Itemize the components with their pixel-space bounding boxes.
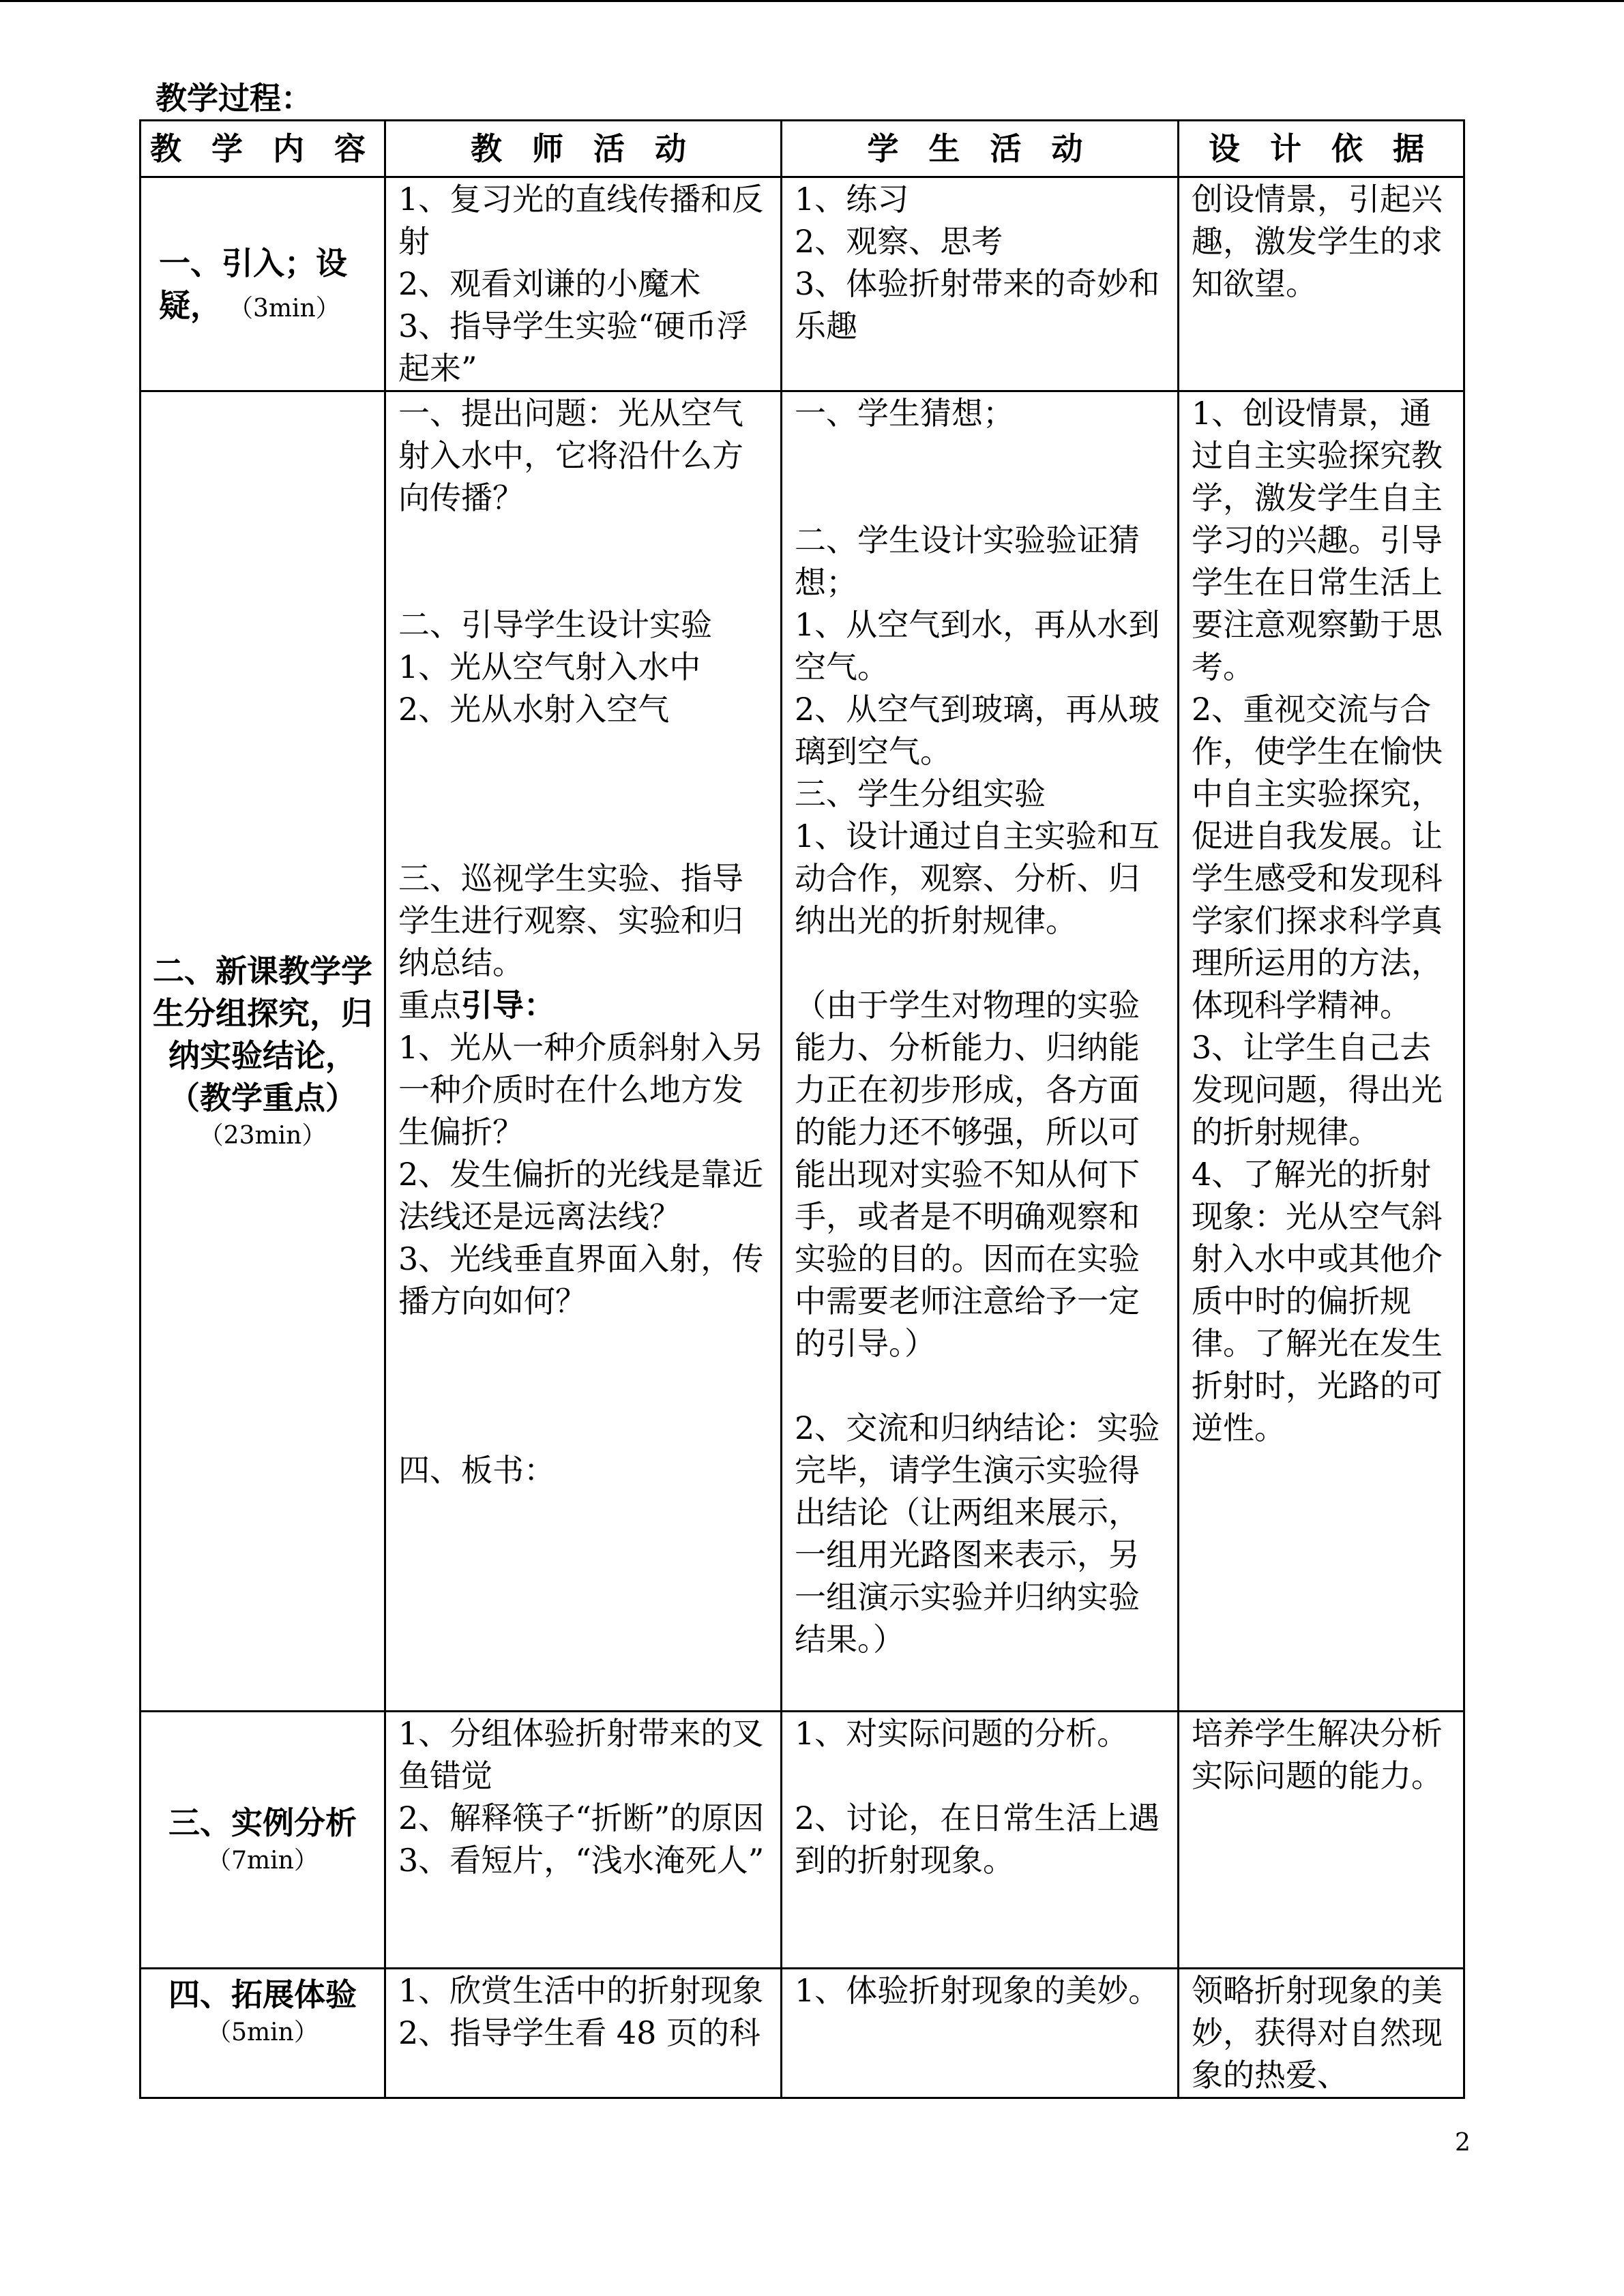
- spacer: [795, 1755, 1165, 1797]
- col-header-design: 设 计 依 据: [1179, 121, 1464, 177]
- student-activity-line: （由于学生对物理的实验能力、分析能力、归纳能力正在初步形成，各方面的能力还不够强，所以可能出现对实验不知从何下手，或者是不明确观察和实验的目的。因而在实验中需要老师注意给予一定的引导。）: [795, 987, 1140, 1362]
- teacher-activity-line: 3、光线垂直界面入射，传播方向如何？: [398, 1240, 764, 1320]
- section-time: （7min）: [207, 1847, 319, 1875]
- teacher-activity-line: 3、看短片，“浅水淹死人”: [398, 1842, 765, 1879]
- section-title: 二、新课教学学生分组探究，归纳实验结论，（教学重点）: [153, 952, 372, 1116]
- student-activity-line: 1、从空气到水，再从水到空气。: [795, 606, 1160, 685]
- teacher-activity-line: 3、指导学生实验“硬币浮起来”: [398, 308, 748, 387]
- section-title: 一、引入；设疑，: [159, 244, 347, 324]
- table-row: [141, 391, 1464, 1712]
- section-title: 三、实例分析: [168, 1804, 357, 1841]
- lesson-process-table: [139, 119, 1465, 2099]
- design-basis-text: 创设情景，引起兴趣，激发学生的求知欲望。: [1192, 181, 1443, 302]
- student-activity-line: 2、从空气到玻璃，再从玻璃到空气。: [795, 691, 1160, 770]
- design-basis-text: 领略折射现象的美妙，获得对自然现象的热爱、: [1192, 1972, 1443, 2093]
- student-activity-line: 三、学生分组实验: [795, 775, 1046, 812]
- student-activity-cell: [782, 391, 1179, 1712]
- spacer: [795, 434, 1165, 519]
- col-header-student: 学 生 活 动: [782, 121, 1179, 177]
- col-header-content: 教 学 内 容: [141, 121, 385, 177]
- design-basis-text: 1、创设情景，通过自主实验探究教学，激发学生自主学习的兴趣。引导学生在日常生活上要注意观察勤于思考。: [1192, 395, 1443, 685]
- spacer: [398, 1322, 768, 1449]
- student-activity-line: 1、设计通过自主实验和互动合作，观察、分析、归纳出光的折射规律。: [795, 818, 1160, 939]
- key-guidance-label: 引导：: [461, 987, 555, 1024]
- student-activity-cell: [782, 1969, 1179, 2098]
- section-cell: [141, 391, 385, 1712]
- teacher-activity-cell: [385, 1712, 782, 1969]
- student-activity-line: 1、体验折射现象的美妙。: [795, 1972, 1160, 2009]
- teacher-activity-cell: [385, 1969, 782, 2098]
- spacer: [398, 730, 768, 857]
- teacher-activity-line: 2、解释筷子“折断”的原因: [398, 1800, 765, 1836]
- student-activity-line: 1、练习: [795, 181, 909, 218]
- section-cell: [141, 1712, 385, 1969]
- teacher-activity-line: 2、发生偏折的光线是靠近法线还是远离法线？: [398, 1156, 764, 1235]
- table-header-row: [141, 121, 1464, 177]
- teacher-activity-line: 一、提出问题：光从空气射入水中，它将沿什么方向传播？: [398, 395, 743, 516]
- key-guidance-prefix: 重点: [398, 987, 461, 1024]
- student-activity-cell: [782, 177, 1179, 391]
- design-basis-cell: [1179, 1969, 1464, 2098]
- student-activity-line: 2、交流和归纳结论：实验完毕，请学生演示实验得出结论（让两组来展示，一组用光路图来表示，另一组演示实验并归纳实验结果。）: [795, 1410, 1160, 1658]
- table-row: [141, 1712, 1464, 1969]
- teacher-activity-cell: [385, 391, 782, 1712]
- design-basis-text: 4、了解光的折射现象：光从空气斜射入水中或其他介质中时的偏折规律。了解光在发生折射时，光路的可逆性。: [1192, 1156, 1443, 1446]
- design-basis-text: 培养学生解决分析实际问题的能力。: [1192, 1715, 1443, 1794]
- teacher-activity-line: 三、巡视学生实验、指导学生进行观察、实验和归纳总结。: [398, 860, 743, 981]
- student-activity-line: 2、观察、思考: [795, 223, 1003, 260]
- design-basis-cell: [1179, 177, 1464, 391]
- student-activity-cell: [782, 1712, 1179, 1969]
- section-cell: [141, 1969, 385, 2098]
- teacher-activity-line: 1、复习光的直线传播和反射: [398, 181, 764, 260]
- page-top-border: [0, 0, 1624, 2]
- teacher-key-guidance: [398, 984, 768, 1026]
- spacer: [795, 1365, 1165, 1407]
- col-header-teacher: 教 师 活 动: [385, 121, 782, 177]
- teacher-activity-line: 四、板书：: [398, 1452, 555, 1489]
- design-basis-text: 2、重视交流与合作，使学生在愉快中自主实验探究，促进自我发展。让学生感受和发现科学家们探求科学真理所运用的方法，体现科学精神。: [1192, 691, 1443, 1024]
- teacher-activity-line: 1、光从空气射入水中: [398, 648, 701, 685]
- teacher-activity-line: 1、分组体验折射带来的叉鱼错觉: [398, 1715, 764, 1794]
- section-time: （5min）: [207, 2018, 319, 2046]
- teacher-activity-line: 2、观看刘谦的小魔术: [398, 265, 701, 302]
- section-cell: [141, 177, 385, 391]
- section-time: （3min）: [241, 294, 340, 323]
- student-activity-line: 2、讨论，在日常生活上遇到的折射现象。: [795, 1800, 1160, 1879]
- section-time: （23min）: [198, 1121, 327, 1150]
- student-activity-line: 二、学生设计实验验证猜想；: [795, 522, 1140, 601]
- teacher-activity-line: 2、光从水射入空气: [398, 691, 670, 728]
- table-row: [141, 177, 1464, 391]
- teacher-activity-line: 1、光从一种介质斜射入另一种介质时在什么地方发生偏折？: [398, 1029, 764, 1150]
- spacer: [398, 519, 768, 603]
- student-activity-line: 3、体验折射带来的奇妙和乐趣: [795, 265, 1160, 344]
- section-title: 四、拓展体验: [168, 1976, 357, 2013]
- page-number: 2: [1455, 2129, 1471, 2157]
- design-basis-cell: [1179, 1712, 1464, 1969]
- teacher-activity-line: 1、欣赏生活中的折射现象: [398, 1972, 764, 2009]
- spacer: [795, 942, 1165, 984]
- design-basis-cell: [1179, 391, 1464, 1712]
- student-activity-line: 1、对实际问题的分析。: [795, 1715, 1129, 1752]
- page-heading: 教学过程：: [156, 80, 312, 117]
- teacher-activity-cell: [385, 177, 782, 391]
- student-activity-line: 一、学生猜想；: [795, 395, 1014, 432]
- design-basis-text: 3、让学生自己去发现问题，得出光的折射规律。: [1192, 1029, 1443, 1150]
- teacher-activity-line: 2、指导学生看 48 页的科: [398, 2014, 761, 2051]
- teacher-activity-line: 二、引导学生设计实验: [398, 606, 712, 643]
- table-row: [141, 1969, 1464, 2098]
